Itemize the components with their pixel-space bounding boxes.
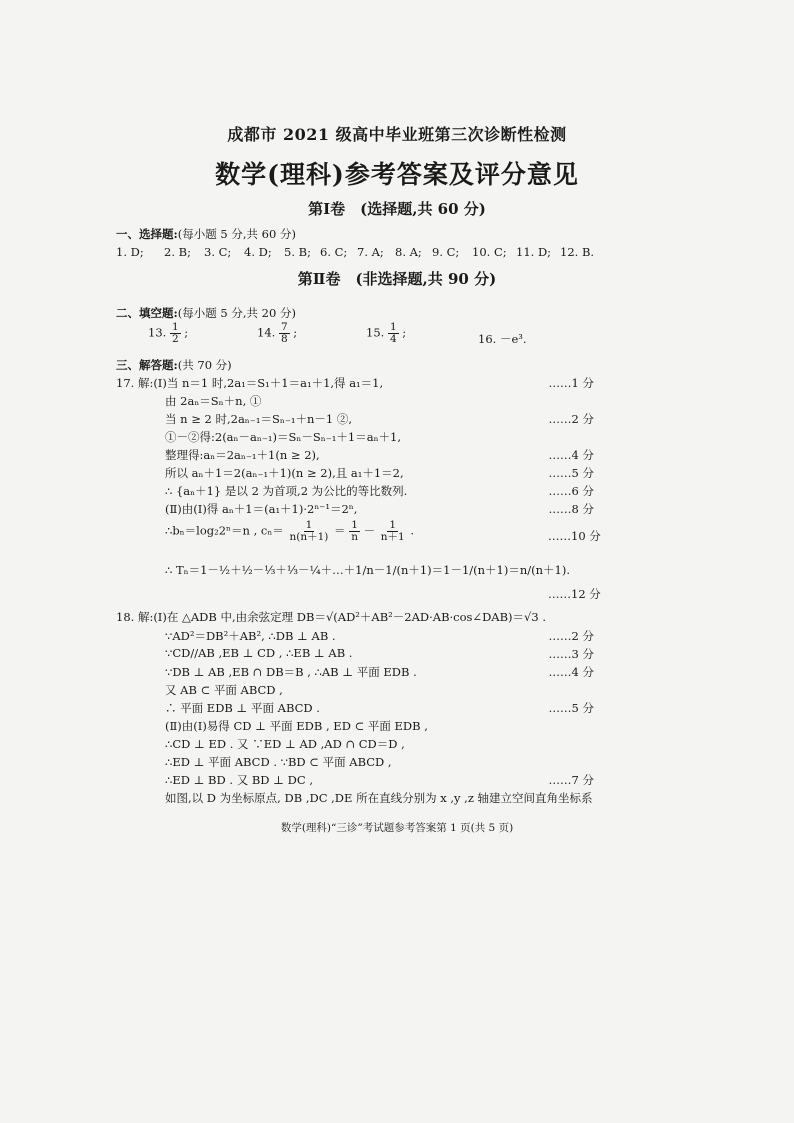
score-mark: ……4 分 [548,665,594,679]
choice-answer: 11. D; [516,245,552,259]
choice-answer: 3. C; [204,245,232,259]
q17-line: ①－②得:2(aₙ－aₙ₋₁)＝Sₙ－Sₙ₋₁＋1＝aₙ＋1, [165,430,402,444]
choice-answer: 8. A; [395,245,422,259]
fraction: $\frac{1}{4}$ [389,321,397,345]
choice-answer: 6. C; [320,245,348,259]
q18-line: ∴ED ⊥ 平面 ABCD . ∵BD ⊂ 平面 ABCD , [165,755,392,769]
section-solve-title: 三、解答题: [116,358,178,372]
score-mark: ……7 分 [548,773,594,787]
q18-line: ∴CD ⊥ ED . 又 ∵ED ⊥ AD ,AD ∩ CD＝D , [165,737,405,751]
score-mark: ……2 分 [548,412,594,426]
choice-answer: 1. D; [116,245,144,259]
q17-line: 当 n ≥ 2 时,2aₙ₋₁＝Sₙ₋₁＋n－1 ②, [165,412,353,426]
score-mark: ……10 分 [548,529,601,543]
q18-line: ∴ED ⊥ BD . 又 BD ⊥ DC , [165,773,313,787]
q18-line: ∴ 平面 EDB ⊥ 平面 ABCD . [165,701,320,715]
page-footer: 数学(理科)“三诊”考试题参考答案第 1 页(共 5 页) [280,822,514,834]
q17-bn-line: ∴bₙ＝log₂2ⁿ＝n , cₙ＝ $\frac{1}{n(n+1)}$ ＝ $\frac{1}{n}$ － $\frac{1}{n+1}$ . [165,519,415,543]
section-solve-note: (共 70 分) [177,358,232,372]
fraction: $\frac{1}{n}$ [351,519,358,543]
q17-line: ∴ {aₙ＋1} 是以 2 为首项,2 为公比的等比数列. [165,484,408,498]
q18-line: 如图,以 D 为坐标原点, DB ,DC ,DE 所在直线分别为 x ,y ,z 轴建立空间直角坐标系 [165,791,593,805]
fill-answer-14: 14. $\frac{7}{8}$ ; [257,321,298,345]
score-mark: ……4 分 [548,448,594,462]
score-mark: ……8 分 [548,502,594,516]
choice-answer: 4. D; [244,245,272,259]
q17-tn-line: ∴ Tₙ＝1－½＋½－⅓＋⅓－¼＋…＋1/n－1/(n＋1)＝1－1/(n＋1)＝n/(n＋1). [165,563,570,577]
choice-answer: 5. B; [284,245,311,259]
choice-answer: 2. B; [164,245,191,259]
document-title: 数学(理科)参考答案及评分意见 [215,160,579,189]
choice-answer: 10. C; [472,245,507,259]
choice-answer: 7. A; [357,245,384,259]
q17-line: 由 2aₙ＝Sₙ＋n, ① [165,394,262,408]
score-mark: ……6 分 [548,484,594,498]
q17-line: (Ⅱ)由(Ⅰ)得 aₙ＋1＝(a₁＋1)·2ⁿ⁻¹＝2ⁿ, [165,502,358,516]
section-solve-heading [116,357,232,373]
q18-line: ∵AD²＝DB²＋AB², ∴DB ⊥ AB . [165,629,336,643]
q18-line: (Ⅱ)由(Ⅰ)易得 CD ⊥ 平面 EDB , ED ⊂ 平面 EDB , [165,719,428,733]
choice-answer: 9. C; [432,245,460,259]
section-fill-title: 二、填空题: [116,306,178,320]
section-choice-title: 一、选择题: [116,227,178,241]
section-fill-note: (每小题 5 分,共 20 分) [177,306,296,320]
choice-answer: 12. B. [560,245,595,259]
q17-line: 整理得:aₙ＝2aₙ₋₁＋1(n ≥ 2), [165,448,320,462]
score-mark: ……5 分 [548,466,594,480]
q18-line: 又 AB ⊂ 平面 ABCD , [165,683,283,697]
score-mark: ……5 分 [548,701,594,715]
q17-line: 所以 aₙ＋1＝2(aₙ₋₁＋1)(n ≥ 2),且 a₁＋1＝2, [165,466,404,480]
part-one-heading: 第Ⅰ卷 (选择题,共 60 分) [308,200,486,218]
q18-line: ∵CD//AB ,EB ⊥ CD , ∴EB ⊥ AB . [165,646,353,660]
score-mark: ……3 分 [548,647,594,661]
section-choice-heading [116,226,296,242]
score-mark: ……12 分 [548,587,601,601]
fraction: $\frac{1}{n+1}$ [380,519,405,543]
part-two-heading: 第Ⅱ卷 (非选择题,共 90 分) [297,270,497,288]
fill-answer-15: 15. $\frac{1}{4}$ ; [366,321,407,345]
score-mark: ……1 分 [548,376,594,390]
q17-line: 17. 解:(Ⅰ)当 n＝1 时,2a₁＝S₁＋1＝a₁＋1,得 a₁＝1, [116,376,384,390]
section-fill-heading [116,305,296,321]
score-mark: ……2 分 [548,629,594,643]
q18-line: ∵DB ⊥ AB ,EB ∩ DB＝B , ∴AB ⊥ 平面 EDB . [165,665,417,679]
fraction: $\frac{1}{n(n+1)}$ [289,519,329,543]
q18-line: 18. 解:(Ⅰ)在 △ADB 中,由余弦定理 DB＝√(AD²＋AB²－2AD·AB·cos∠DAB)＝√3 . [116,610,546,624]
fraction: $\frac{7}{8}$ [280,321,288,345]
section-choice-note: (每小题 5 分,共 60 分) [177,227,296,241]
exam-title: 成都市 2021 级高中毕业班第三次诊断性检测 [227,125,567,144]
fill-answer-13: 13. $\frac{1}{2}$ ; [148,321,189,345]
fraction: $\frac{1}{2}$ [171,321,179,345]
fill-answer-16: 16. －e³. [478,332,527,346]
